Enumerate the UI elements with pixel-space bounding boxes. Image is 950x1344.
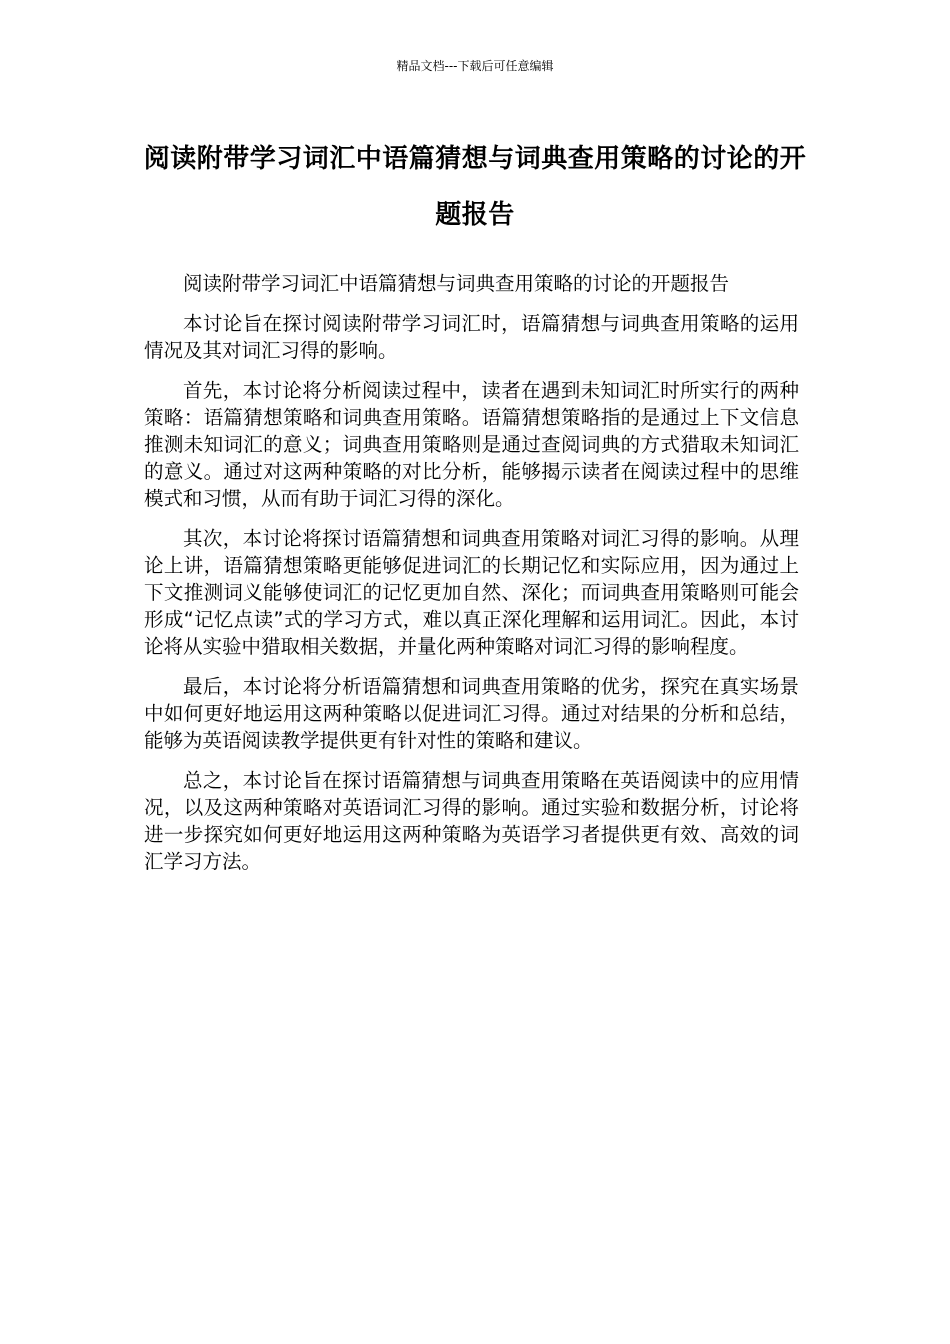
document-body <box>144 270 799 888</box>
paragraph-second: 其次，本讨论将探讨语篇猜想和词典查用策略对词汇习得的影响。从理论上讲，语篇猜想策略更能够促进词汇的长期记忆和实际应用，因为通过上下文推测词义能够使词汇的记忆更加自然、深化；而词典查用策略则可能会形成“记忆点读”式的学习方式，难以真正深化理解和运用词汇。因此，本讨论将从实验中猎取相关数据，并量化两种策略对词汇习得的影响程度。 <box>144 527 799 658</box>
document-title: 阅读附带学习词汇中语篇猜想与词典查用策略的讨论的开题报告 <box>143 144 807 230</box>
page-header: 精品文档---下载后可任意编辑 <box>396 59 554 73</box>
paragraph-subtitle: 阅读附带学习词汇中语篇猜想与词典查用策略的讨论的开题报告 <box>183 272 730 295</box>
paragraph-intro: 本讨论旨在探讨阅读附带学习词汇时，语篇猜想与词典查用策略的运用情况及其对词汇习得的影响。 <box>144 312 799 362</box>
paragraph-last: 最后，本讨论将分析语篇猜想和词典查用策略的优劣，探究在真实场景中如何更好地运用这两种策略以促进词汇习得。通过对结果的分析和总结，能够为英语阅读教学提供更有针对性的策略和建议。 <box>144 675 799 752</box>
paragraph-conclusion: 总之，本讨论旨在探讨语篇猜想与词典查用策略在英语阅读中的应用情况，以及这两种策略对英语词汇习得的影响。通过实验和数据分析，讨论将进一步探究如何更好地运用这两种策略为英语学习者提供更有效、高效的词汇学习方法。 <box>144 769 799 873</box>
paragraph-first: 首先，本讨论将分析阅读过程中，读者在遇到未知词汇时所实行的两种策略：语篇猜想策略和词典查用策略。语篇猜想策略指的是通过上下文信息推测未知词汇的意义；词典查用策略则是通过查阅词典的方式猎取未知词汇的意义。通过对这两种策略的对比分析，能够揭示读者在阅读过程中的思维模式和习惯，从而有助于词汇习得的深化。 <box>144 379 799 510</box>
